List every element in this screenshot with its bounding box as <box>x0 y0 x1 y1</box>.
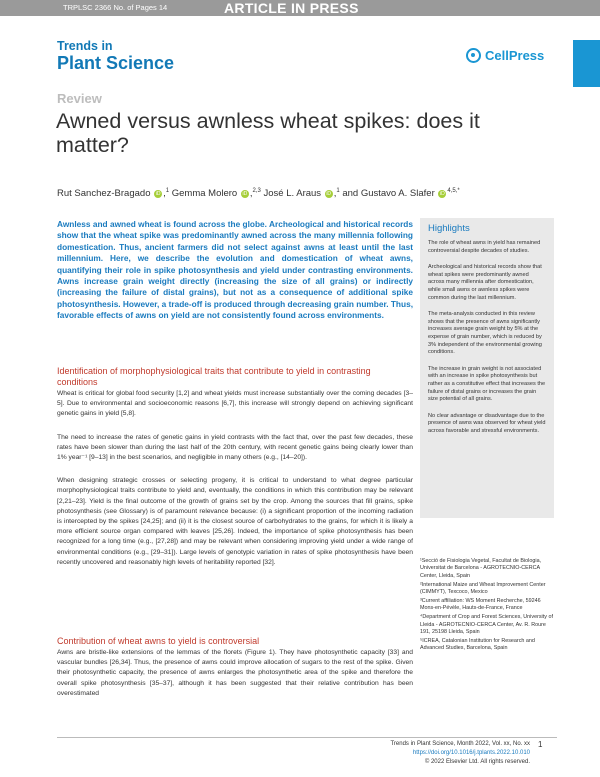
journal-title-line2: Plant Science <box>57 53 175 73</box>
body-paragraph: Wheat is critical for global food security [1,2] and wheat yields must increase substantially over the coming decades [3–5]. Due to environmental and socioeconomic reasons [6,7], this increase will strongly depend on achieving significant genetic gains in yield [5,8]. <box>57 390 413 418</box>
doi-link[interactable]: https://doi.org/10.1016/j.tplants.2022.10.010 <box>412 750 530 756</box>
page-number: 1 <box>538 740 543 749</box>
author-affiliation-ref: 4,5,* <box>447 188 460 194</box>
orcid-icon[interactable]: iD <box>326 190 332 197</box>
article-title: Awned versus awnless wheat spikes: does it matter? <box>56 109 480 157</box>
author-list: Rut Sanchez-Bragado iD ,$^1$ Gemma Molero iD ,$^{2,3}$ José L. Araus iD ,$^1$ and Gustavo A. Slafer iD $^{4,5,*}$ <box>57 188 460 200</box>
body-paragraph: The need to increase the rates of genetic gains in yield contrasts with the fact that, over the past few decades, these rates have been slower than during the last half of the 20th century, with recent genetic gains being clearly lower than 1% year⁻¹ [9–13] in the best scenarios, and negligible in many others (e.g., [14–20]). <box>57 433 413 462</box>
highlight-item: The increase in grain weight is not associated with an increase in spike photosynthesis but rather as a constitutive effect that increases the failure of distal grains or increases the grain size potential of all grains. <box>428 365 546 403</box>
highlight-item: Archeological and historical records show that wheat spikes were predominantly awned across many millennia after domestication, while small awns or awnless spikes were common during the last millennium. <box>428 264 542 301</box>
author-name: Gemma Molero <box>171 188 238 200</box>
body-paragraph: When designing strategic crosses or selecting progeny, it is critical to understand to what degree particular morphophysiological traits contribute to yield and, eventually, the conditions in which this contribution may be relevant [2,21–23]. Yield is the final outcome of the growth of grains set by the crop. Among the sources that fill grains, spike photosynthesis (see Glossary) is of paramount relevance because: (i) a significant proportion of the incoming radiation is intercepted by the spikes [24,25]; and (ii) it is the closest source of carbohydrates to the grains, for which it is likely a more efficient source organ compared with leaves [25,26]. Indeed, the importance of spike photosynthesis has been recognized for a long time (e.g., [27,28]) and may be relevant when considering improving yield under a wide range of environmental conditions (e.g., [29–31]). Large levels of genotypic variation in rates of spike photosynthesis have been recently uncovered and reasonably high levels of heritability reported [32]. <box>57 477 413 566</box>
author-affiliation-ref: 2,3 <box>252 188 261 194</box>
journal-title-line1: Trends in <box>57 39 113 53</box>
affiliation-item: ⁵ICREA, Catalonian Institution for Research and Advanced Studies, Barcelona, Spain <box>420 638 535 652</box>
publisher-name: CellPress <box>485 48 545 63</box>
affiliation-item: ²International Maize and Wheat Improvement Center (CIMMYT), Texcoco, Mexico <box>420 581 546 596</box>
footer-journal-info: Trends in Plant Science, Month 2022, Vol. xx, No. xx <box>390 741 530 747</box>
highlight-item: The meta-analysis conducted in this review shows that the presence of awns significantly increases average grain weight by 5% at the expense of grain number, which is reduced by 3% independent of the environmental growing conditions. <box>428 311 542 356</box>
article-type: Review <box>57 91 102 106</box>
affiliation-item: ⁴Department of Crop and Forest Sciences, University of Lleida - AGROTECNIO-CERCA Center, Av. R. Roure 191, 25198 Lleida, Spain <box>420 614 553 636</box>
section-heading: Identification of morphophysiological traits that contribute to yield in contrasting conditions <box>57 366 371 387</box>
side-tab <box>573 40 600 87</box>
cellpress-logo-icon <box>466 48 481 63</box>
affiliation-item: ¹Secció de Fisiologia Vegetal, Facultat de Biologia, Universitat de Barcelona - AGROTECNIO-CERCA Center, Lleida, Spain <box>420 558 542 579</box>
orcid-icon[interactable]: iD <box>440 190 445 197</box>
author-affiliation-ref: 1 <box>336 188 340 194</box>
author-name: Rut Sanchez-Bragado <box>57 188 151 200</box>
orcid-icon[interactable]: iD <box>155 190 161 197</box>
journal-title <box>57 40 174 73</box>
abstract: Awnless and awned wheat is found across the globe. Archeological and historical records show that the wheat spike was predominantly awned across the many millennia following domestication. Thus, ancient farmers did not select against awns at least until the last millennium. Here, we describe the evolution and domestication of wheat awns, quantifying their role in spike photosynthesis and yield under contrasting environments. Awns increase grain weight directly (increasing the size of all grains) or indirectly (increasing the failure of distal grains), but not as a consequence of additional spike photosynthesis. However, a trade-off is produced through decreasing grain number. Thus, favorable effects of awns on yield are not consistently found across environments. <box>57 219 413 321</box>
page-footer <box>284 740 530 767</box>
authors-joiner: and <box>342 188 359 200</box>
body-paragraph: Awns are bristle-like extensions of the lemmas of the florets (Figure 1). They have photosynthetic capacity [33] and vascular bundles [26,34]. Thus, the presence of awns could improve allocation of sugars to the rest of the spike. Given their photosynthetic capacity, the presence of awns enlarges the photosynthetic area of the spike and therefore the overall spike photosynthesis [35–37], although it has been suggested that their relative contribution has been overestimated <box>57 649 413 697</box>
author-name: José L. Araus <box>263 188 322 200</box>
manuscript-code: TRPLSC 2366 No. of Pages 14 <box>63 3 168 12</box>
highlight-item: The role of wheat awns in yield has remained controversial despite decades of studies. <box>428 240 541 254</box>
footer-copyright: © 2022 Elsevier Ltd. All rights reserved. <box>424 759 530 765</box>
author-name: Gustavo A. Slafer <box>360 188 435 200</box>
article-header-bar <box>0 0 600 16</box>
section-body <box>57 648 413 712</box>
footer-divider <box>57 737 557 738</box>
publisher-logo <box>466 48 544 63</box>
highlights-heading: Highlights <box>428 223 470 234</box>
article-status: ARTICLE IN PRESS <box>224 0 359 16</box>
affiliation-item: ³Current affiliation: WS Moment Recherche, 59246 Mons-en-Pévèle, Hauts-de-France, France <box>420 598 541 612</box>
section-body <box>57 389 413 581</box>
section-heading: Contribution of wheat awns to yield is controversial <box>57 636 260 646</box>
orcid-icon[interactable]: iD <box>242 190 248 197</box>
author-affiliation-ref: 1 <box>165 188 170 194</box>
highlights-box <box>420 218 554 518</box>
affiliations <box>420 558 554 654</box>
highlight-item: No clear advantage or disadvantage due to the presence of awns was observed for wheat yield across favorable and stressful environments. <box>428 412 546 434</box>
